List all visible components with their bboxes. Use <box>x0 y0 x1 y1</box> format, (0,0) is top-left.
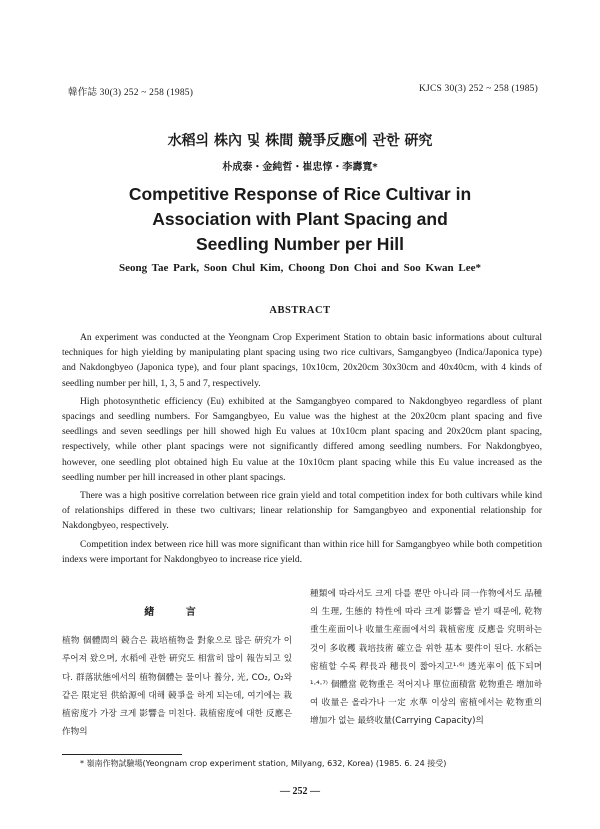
abstract-paragraph-1: An experiment was conducted at the Yeongnam Crop Experiment Station to obtain basic informations about cultural techniques for high yielding by manipulating plant spacing using two rice cultivars, Samgangbyeo (Indica/Japonica type) and Nakdongbyeo (Japonica type), and four plant spacings, 10x10cm, 20x20cm 30x30cm and 40x40cm, with 4 kinds of seedling number per hill, 1, 3, 5 and 7, respectively. <box>62 332 542 389</box>
english-title-line-2: Association with Plant Spacing and <box>152 209 448 229</box>
footnote: * 嶺南作物試驗場(Yeongnam crop experiment station, Milyang, 632, Korea) (1985. 6. 24 接受) <box>80 759 447 768</box>
abstract-paragraph-2: High photosynthetic efficiency (Eu) exhibited at the Samgangbyeo compared to Nakdongbyeo regardless of plant spacings and seedling numbers. For Samgangbyeo, Eu value was the highest at the 20x20cm plant spacing and five seedlings and seven seedlings per hill showed high Eu values at 10x10cm plant spacing and 20x20cm plant spacing, respectively, while other plant spacings were not significantly differed among seedling numbers. For Nakdongbyeo, however, one seedling plot obtained high Eu value at the 10x10cm plant spacing while this Eu value increased as the seedling number per hill increased in other plant spacings. <box>62 395 542 483</box>
abstract-body <box>62 330 542 570</box>
footnote-rule <box>62 754 182 755</box>
intro-right-text: 種類에 따라서도 크게 다를 뿐만 아니라 同一作物에서도 品種의 生理, 生態的 特性에 따라 크게 影響을 받기 때문에, 乾物重生産面이나 收量生産面에서의 栽植密度 反應을 究明하는 것이 多收穫 栽培技術 確立을 위한 基本 要件이 된다. 水稻는 密植할 수록 稈長과 穗長이 짧아지고¹·⁶⁾ 透光率이 低下되며¹·⁴·⁷⁾ 個體當 乾物重은 적어지나 單位面積當 乾物重은 增加하여 收量은 올라가나 一定 水準 이상의 密植에서는 乾物重의 增加가 없는 最終收量(Carrying Capacity)의 <box>310 589 542 727</box>
intro-right-column <box>310 585 542 731</box>
korean-authors: 朴成泰・金純哲・崔忠惇・李壽寬* <box>222 162 378 173</box>
intro-left-text: 植物 個體間의 競合은 栽培植物을 對象으로 많은 硏究가 이루어져 왔으며, 水稻에 관한 硏究도 相當히 많이 報告되고 있다. 群落狀態에서의 植物個體는 물이나 養分, 光, CO₂, O₂와 같은 限定된 供給源에 대해 競爭을 하게 되는데, 여기에는 栽植密度가 가장 크게 影響을 미친다. 栽植密度에 대한 反應은 作物의 <box>62 636 292 738</box>
english-authors: Seong Tae Park, Soon Chul Kim, Choong Don Choi and Soo Kwan Lee* <box>118 262 482 274</box>
english-title-line-1: Competitive Response of Rice Cultivar in <box>128 184 472 204</box>
abstract-heading: ABSTRACT <box>269 305 331 316</box>
abstract-paragraph-4: Competition index between rice hill was more significant than within rice hill for Samgangbyeo while both competition indexs were important for Nakdongbyeo to increase rice yield. <box>62 538 542 565</box>
running-head-right: KJCS 30(3) 252 ~ 258 (1985) <box>419 84 538 94</box>
korean-title: 水稻의 株內 및 株間 競爭反應에 관한 硏究 <box>167 133 433 149</box>
abstract-paragraph-3: There was a high positive correlation between rice grain yield and total competition index for both cultivars while kind of relationships differed in these two cultivars; linear relationship for Samgangbyeo and exponential relationship for Nakdongbyeo, respectively. <box>62 490 542 532</box>
running-head-left: 韓作誌 30(3) 252 ~ 258 (1985) <box>68 88 194 98</box>
running-head <box>68 84 538 98</box>
intro-heading: 緖 言 <box>144 607 210 618</box>
intro-left-column <box>62 604 292 741</box>
english-title <box>0 182 600 257</box>
english-title-line-3: Seedling Number per Hill <box>195 234 405 254</box>
page-number: — 252 — <box>280 786 320 797</box>
